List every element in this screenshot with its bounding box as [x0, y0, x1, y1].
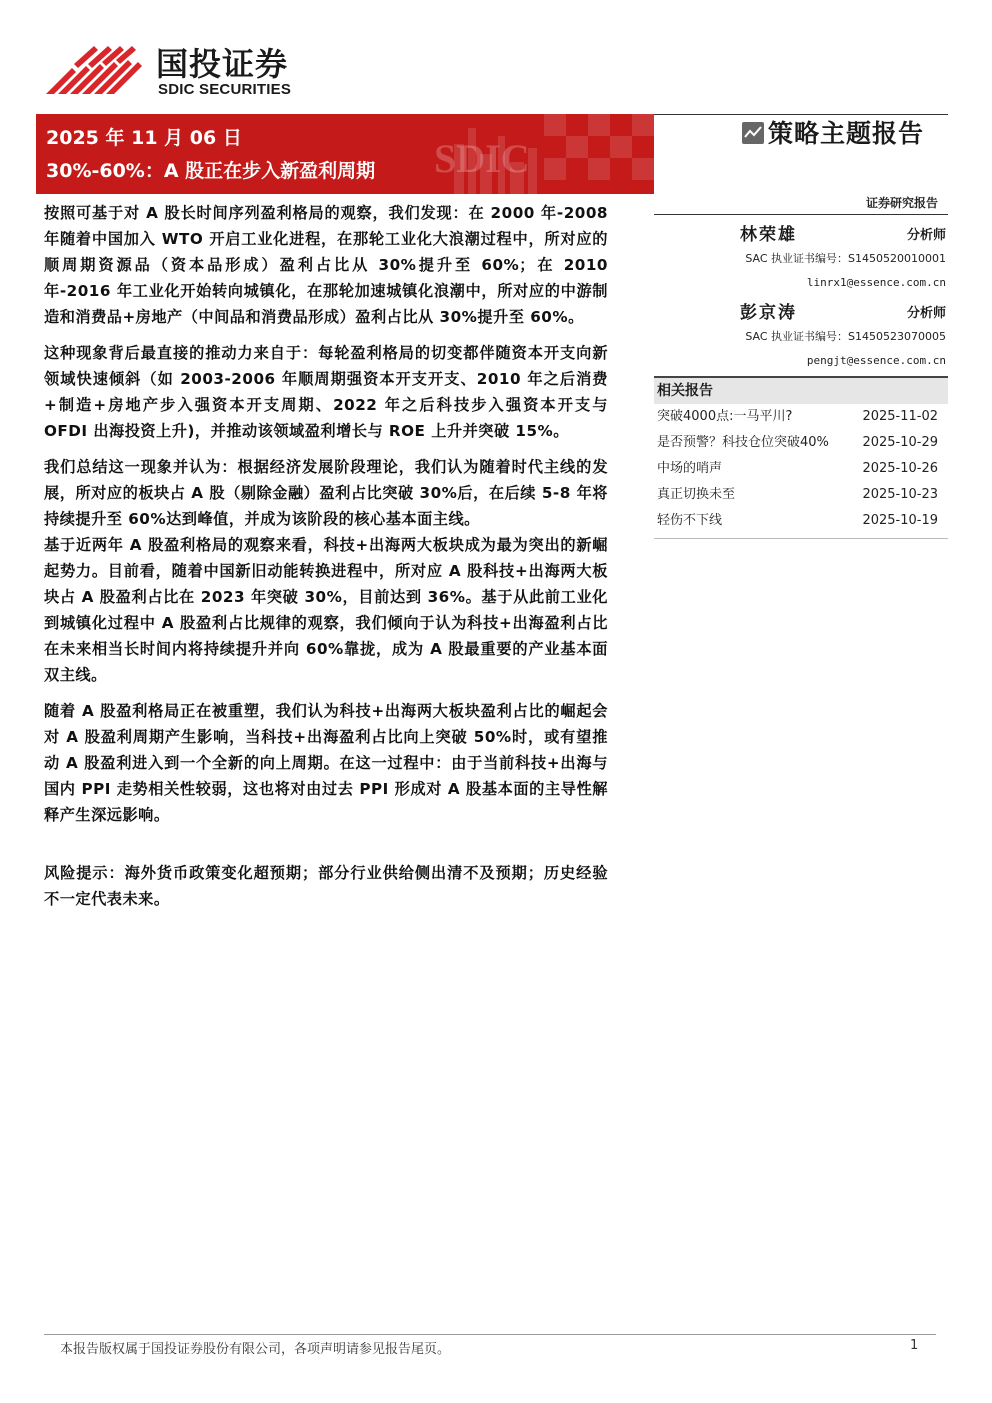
analyst-role: 分析师	[906, 306, 946, 321]
related-report-date: 2025-10-19	[862, 513, 938, 528]
related-report-date: 2025-10-29	[862, 435, 938, 450]
risk-warning: 风险提示：海外货币政策变化超预期；部分行业供给侧出清不及预期；历史经验不一定代表未来。	[44, 864, 608, 908]
report-type	[742, 118, 948, 150]
report-body	[44, 200, 608, 912]
title-banner	[36, 114, 654, 194]
related-report-item[interactable]	[654, 482, 948, 508]
related-report-date: 2025-11-02	[862, 409, 938, 424]
analyst-name: 彭京涛	[740, 303, 797, 323]
footer-disclaimer: 本报告版权属于国投证券股份有限公司，各项声明请参见报告尾页。	[60, 1342, 451, 1357]
footer-rule	[44, 1334, 936, 1335]
related-report-item[interactable]	[654, 430, 948, 456]
related-report-title[interactable]: 突破4000点:一马平川?	[657, 409, 793, 424]
related-report-date: 2025-10-23	[862, 487, 938, 502]
header-rule	[654, 114, 948, 115]
report-type-label: 策略主题报告	[768, 119, 925, 148]
report-subtype: 证券研究报告	[865, 196, 938, 210]
body-paragraph: 我们总结这一现象并认为：根据经济发展阶段理论，我们认为随着时代主线的发展，所对应的板块占 A 股（剔除金融）盈利占比突破 30%后，在后续 5-8 年将持续提升至 60%达到峰值，并成为该阶段的核心基本面主线。	[44, 458, 608, 528]
body-paragraph: 基于近两年 A 股盈利格局的观察来看，科技+出海两大板块成为最为突出的新崛起势力。目前看，随着中国新旧动能转换进程中，所对应 A 股科技+出海两大板块占 A 股盈利占比在 2023 年突破 30%，目前达到 36%。基于从此前工业化到城镇化过程中 A 股盈利占比规律的观察，我们倾向于认为科技+出海盈利占比在未来相当长时间内将持续提升并向 60%靠拢，成为 A 股最重要的产业基本面双主线。	[44, 536, 608, 684]
company-logo	[44, 44, 314, 100]
subtype-rule	[654, 214, 948, 215]
analyst-email[interactable]: linrx1@essence.com.cn	[806, 276, 946, 289]
city-skyline-decoration	[394, 114, 654, 194]
banner-watermark: SDIC	[434, 136, 530, 181]
report-title: 30%-60%：A 股正在步入新盈利周期	[46, 160, 376, 182]
analyst-email[interactable]: pengjt@essence.com.cn	[806, 354, 946, 367]
logo-text-cn: 国投证券	[156, 45, 289, 83]
report-date: 2025 年 11 月 06 日	[46, 127, 242, 149]
related-reports	[654, 376, 948, 539]
logo-mark-icon	[44, 44, 148, 96]
related-report-item[interactable]	[654, 456, 948, 482]
related-reports-rule	[654, 534, 948, 539]
related-report-title[interactable]: 真正切换未至	[657, 487, 736, 502]
chart-trend-icon	[742, 122, 764, 144]
related-report-title[interactable]: 中场的哨声	[657, 461, 723, 476]
related-reports-heading: 相关报告	[654, 376, 948, 404]
related-report-item[interactable]	[654, 508, 948, 534]
body-paragraph: 这种现象背后最直接的推动力来自于：每轮盈利格局的切变都伴随资本开支向新领域快速倾斜（如 2003-2006 年顺周期强资本开支开支、2010 年之后消费+制造+房地产步入强资本开支周期、2022 年之后科技步入强资本开支与 OFDI 出海投资上升)，并推动该领域盈利增长与 ROE 上升并突破 15%。	[44, 344, 608, 440]
body-paragraph: 随着 A 股盈利格局正在被重塑，我们认为科技+出海两大板块盈利占比的崛起会对 A 股盈利周期产生影响，当科技+出海盈利占比向上突破 50%时，或有望推动 A 股盈利进入到一个全新的向上周期。在这一过程中：由于当前科技+出海与国内 PPI 走势相关性较弱，这也将对由过去 PPI 形成对 A 股基本面的主导性解释产生深远影响。	[44, 702, 608, 824]
analyst-name: 林荣雄	[740, 225, 797, 245]
related-report-item[interactable]	[654, 404, 948, 430]
analyst-sac: SAC 执业证书编号：S1450520010001	[745, 252, 946, 265]
related-report-date: 2025-10-26	[862, 461, 938, 476]
logo-text-en: SDIC SECURITIES	[158, 81, 292, 98]
analyst-role: 分析师	[906, 228, 946, 243]
related-report-title[interactable]: 是否预警？科技仓位突破40%	[657, 435, 829, 450]
related-report-title[interactable]: 轻伤不下线	[657, 513, 723, 528]
body-paragraph: 按照可基于对 A 股长时间序列盈利格局的观察，我们发现：在 2000 年-2008 年随着中国加入 WTO 开启工业化进程，在那轮工业化大浪潮过程中，所对应的顺周期资源品（资本品形成）盈利占比从 30%提升至 60%；在 2010 年-2016 年工业化开始转向城镇化，在那轮加速城镇化浪潮中，所对应的中游制造和消费品+房地产（中间品和消费品形成）盈利占比从 30%提升至 60%。	[44, 204, 608, 326]
analyst-sac: SAC 执业证书编号：S1450523070005	[745, 330, 946, 343]
page-number: 1	[910, 1338, 919, 1353]
